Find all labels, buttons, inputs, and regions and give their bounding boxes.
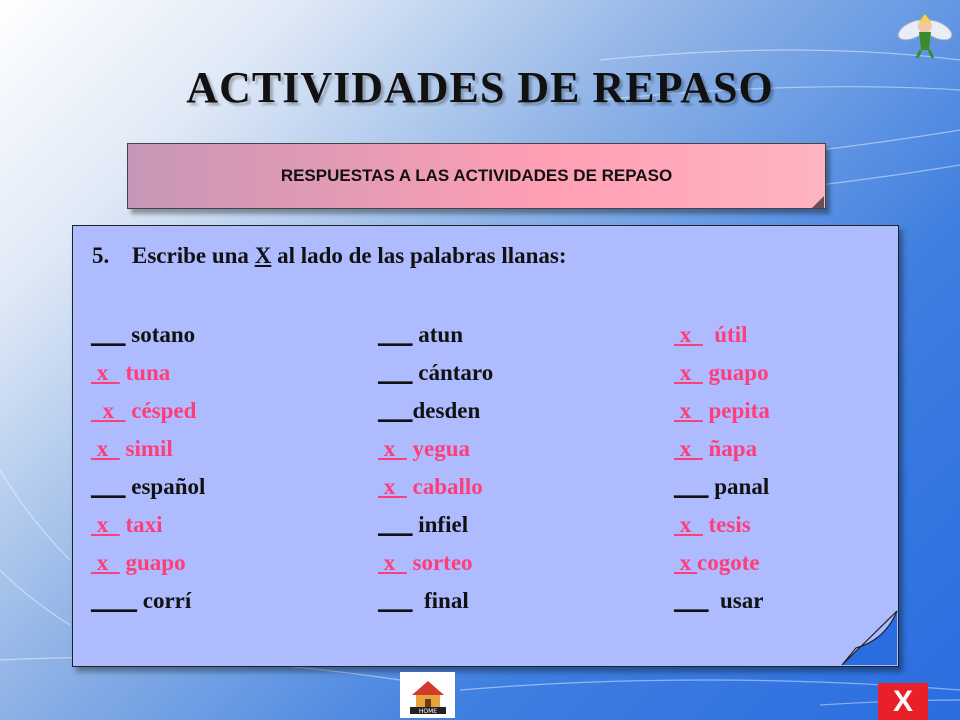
word-text: césped bbox=[131, 398, 197, 423]
word-item bbox=[378, 510, 468, 540]
word-text: taxi bbox=[125, 512, 163, 537]
word-item bbox=[378, 358, 493, 388]
answer-blank: x bbox=[674, 512, 703, 537]
answer-blank: ___ bbox=[91, 322, 126, 347]
answer-blank: x bbox=[91, 398, 126, 423]
word-separator bbox=[709, 588, 721, 613]
word-text: cogote bbox=[697, 550, 760, 575]
word-item bbox=[91, 320, 195, 350]
home-label: HOME bbox=[418, 708, 437, 715]
answer-blank: ___ bbox=[674, 474, 709, 499]
word-separator bbox=[703, 322, 715, 347]
question-text-after: al lado de las palabras llanas: bbox=[271, 243, 567, 268]
answer-blank: ____ bbox=[91, 588, 137, 613]
answer-blank: x bbox=[91, 512, 120, 537]
banner-corner-curl bbox=[812, 196, 824, 208]
word-text: caballo bbox=[412, 474, 483, 499]
word-item bbox=[378, 434, 470, 464]
exercise-card bbox=[72, 225, 899, 667]
page-title: ACTIVIDADES DE REPASO bbox=[186, 63, 774, 112]
word-text: atun bbox=[418, 322, 463, 347]
word-item bbox=[91, 548, 186, 578]
question-number: 5. bbox=[92, 243, 110, 268]
word-text: sorteo bbox=[412, 550, 473, 575]
word-item bbox=[91, 586, 191, 616]
answer-blank: ___ bbox=[378, 322, 413, 347]
word-text: guapo bbox=[125, 550, 186, 575]
answer-blank: ___ bbox=[378, 398, 413, 423]
answer-blank: x bbox=[378, 474, 407, 499]
word-item bbox=[674, 548, 760, 578]
word-item bbox=[674, 510, 751, 540]
answer-blank: x bbox=[674, 360, 703, 385]
word-text: español bbox=[131, 474, 206, 499]
answer-blank: ___ bbox=[378, 512, 413, 537]
answer-blank: x bbox=[378, 550, 407, 575]
word-text: corrí bbox=[142, 588, 192, 613]
answer-blank: x bbox=[674, 322, 703, 347]
word-text: útil bbox=[714, 322, 748, 347]
answer-blank: ___ bbox=[91, 474, 126, 499]
answers-banner[interactable] bbox=[127, 143, 826, 209]
answer-blank: x bbox=[378, 436, 407, 461]
word-item bbox=[378, 396, 480, 426]
card-page-curl bbox=[840, 610, 898, 666]
word-item bbox=[674, 434, 757, 464]
home-button[interactable] bbox=[400, 672, 455, 718]
word-item bbox=[674, 320, 747, 350]
word-item bbox=[378, 586, 469, 616]
word-separator bbox=[413, 588, 425, 613]
word-item bbox=[91, 358, 170, 388]
word-text: sotano bbox=[131, 322, 196, 347]
word-text: yegua bbox=[412, 436, 470, 461]
answer-blank: ___ bbox=[378, 360, 413, 385]
word-text: ñapa bbox=[708, 436, 758, 461]
answer-blank: x bbox=[91, 436, 120, 461]
answer-blank: ___ bbox=[674, 588, 709, 613]
word-item bbox=[674, 472, 769, 502]
word-item bbox=[674, 358, 769, 388]
question-text-before: Escribe una bbox=[132, 243, 255, 268]
word-text: usar bbox=[720, 588, 764, 613]
question-prompt bbox=[92, 243, 567, 269]
word-text: simil bbox=[125, 436, 173, 461]
word-text: final bbox=[424, 588, 469, 613]
word-item bbox=[378, 472, 483, 502]
home-icon bbox=[406, 675, 450, 715]
word-item bbox=[378, 320, 463, 350]
word-text: guapo bbox=[708, 360, 769, 385]
word-text: tesis bbox=[708, 512, 751, 537]
answer-blank: x bbox=[674, 436, 703, 461]
word-text: tuna bbox=[125, 360, 171, 385]
close-icon: X bbox=[892, 684, 913, 718]
word-text: desden bbox=[412, 398, 481, 423]
close-button[interactable] bbox=[878, 683, 928, 720]
word-item bbox=[674, 586, 763, 616]
answer-blank: x bbox=[674, 550, 697, 575]
answer-blank: x bbox=[674, 398, 703, 423]
answer-blank: x bbox=[91, 550, 120, 575]
word-text: pepita bbox=[708, 398, 770, 423]
answer-blank: x bbox=[91, 360, 120, 385]
word-item bbox=[674, 396, 770, 426]
answer-blank: ___ bbox=[378, 588, 413, 613]
banner-label: RESPUESTAS A LAS ACTIVIDADES DE REPASO bbox=[280, 166, 673, 185]
word-item bbox=[378, 548, 473, 578]
question-underlined-x: X bbox=[254, 243, 272, 268]
word-text: cántaro bbox=[418, 360, 494, 385]
word-item bbox=[91, 396, 196, 426]
fairy-icon bbox=[895, 12, 955, 60]
word-text: panal bbox=[714, 474, 770, 499]
word-item bbox=[91, 472, 205, 502]
word-item bbox=[91, 434, 173, 464]
word-item bbox=[91, 510, 163, 540]
word-text: infiel bbox=[418, 512, 469, 537]
